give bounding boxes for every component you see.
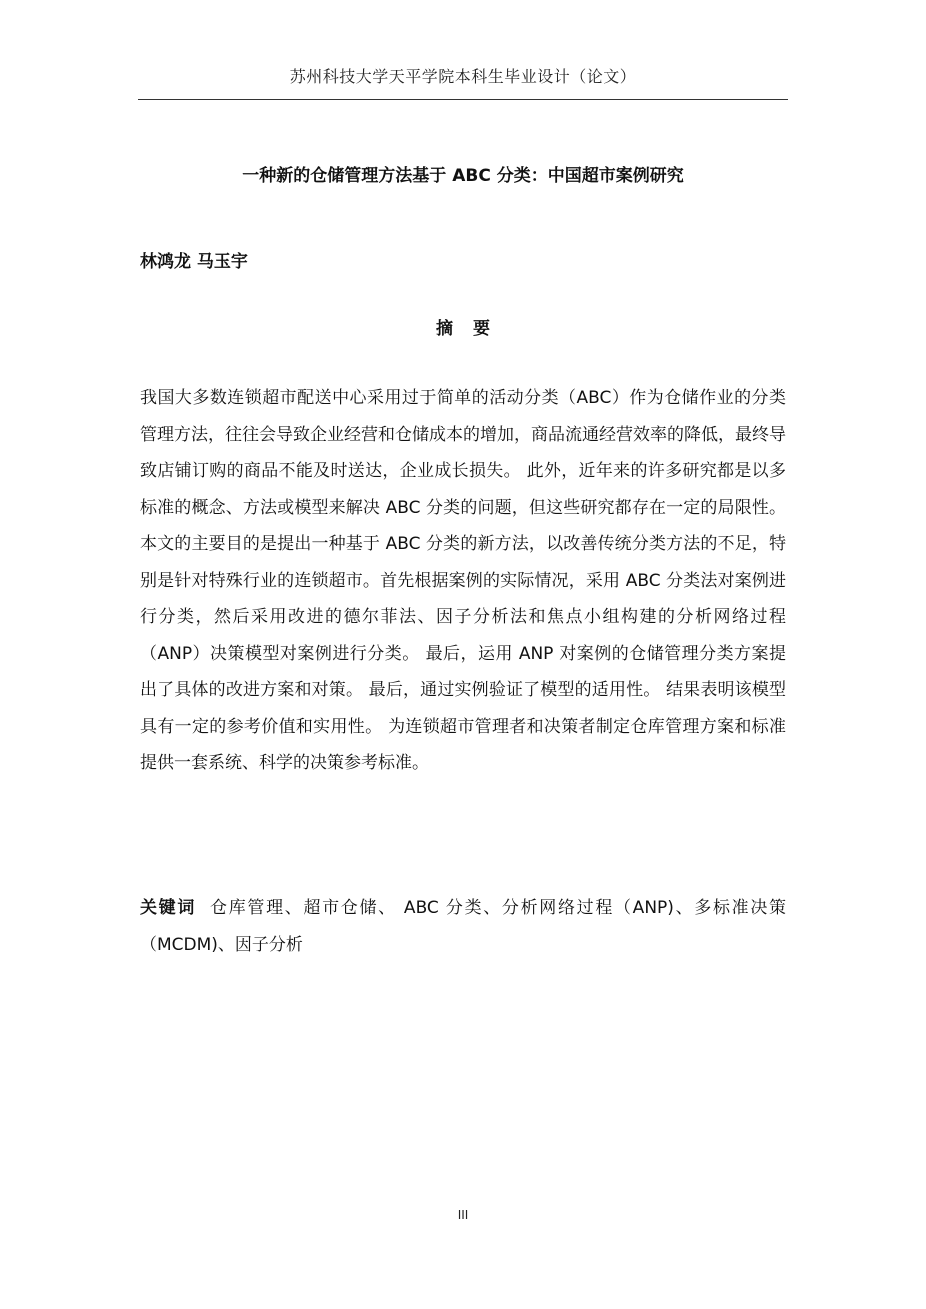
page-number: III: [457, 1208, 469, 1222]
header-divider: [138, 99, 788, 100]
running-header: 苏州科技大学天平学院本科生毕业设计（论文）: [289, 67, 637, 86]
paper-authors: 林鸿龙 马玉宇: [140, 252, 248, 272]
keywords-text: 仓库管理、超市仓储、 ABC 分类、分析网络过程（ANP)、多标准决策（MCDM)、因子分析: [140, 898, 786, 955]
paper-title: 一种新的仓储管理方法基于 ABC 分类：中国超市案例研究: [242, 166, 684, 186]
keywords-section: [140, 890, 786, 963]
abstract-heading: 摘要: [436, 319, 510, 339]
keywords-label: 关键词: [140, 898, 197, 918]
abstract-body: 我国大多数连锁超市配送中心采用过于简单的活动分类（ABC）作为仓储作业的分类管理方法，往往会导致企业经营和仓储成本的增加，商品流通经营效率的降低，最终导致店铺订购的商品不能及时送达，企业成长损失。 此外，近年来的许多研究都是以多标准的概念、方法或模型来解决 ABC 分类的问题，但这些研究都存在一定的局限性。本文的主要目的是提出一种基于 ABC 分类的新方法，以改善传统分类方法的不足，特别是针对特殊行业的连锁超市。首先根据案例的实际情况，采用 ABC 分类法对案例进行分类，然后采用改进的德尔菲法、因子分析法和焦点小组构建的分析网络过程（ANP）决策模型对案例进行分类。 最后，运用 ANP 对案例的仓储管理分类方案提出了具体的改进方案和对策。 最后，通过实例验证了模型的适用性。 结果表明该模型具有一定的参考价值和实用性。 为连锁超市管理者和决策者制定仓库管理方案和标准提供一套系统、科学的决策参考标准。: [140, 388, 786, 773]
